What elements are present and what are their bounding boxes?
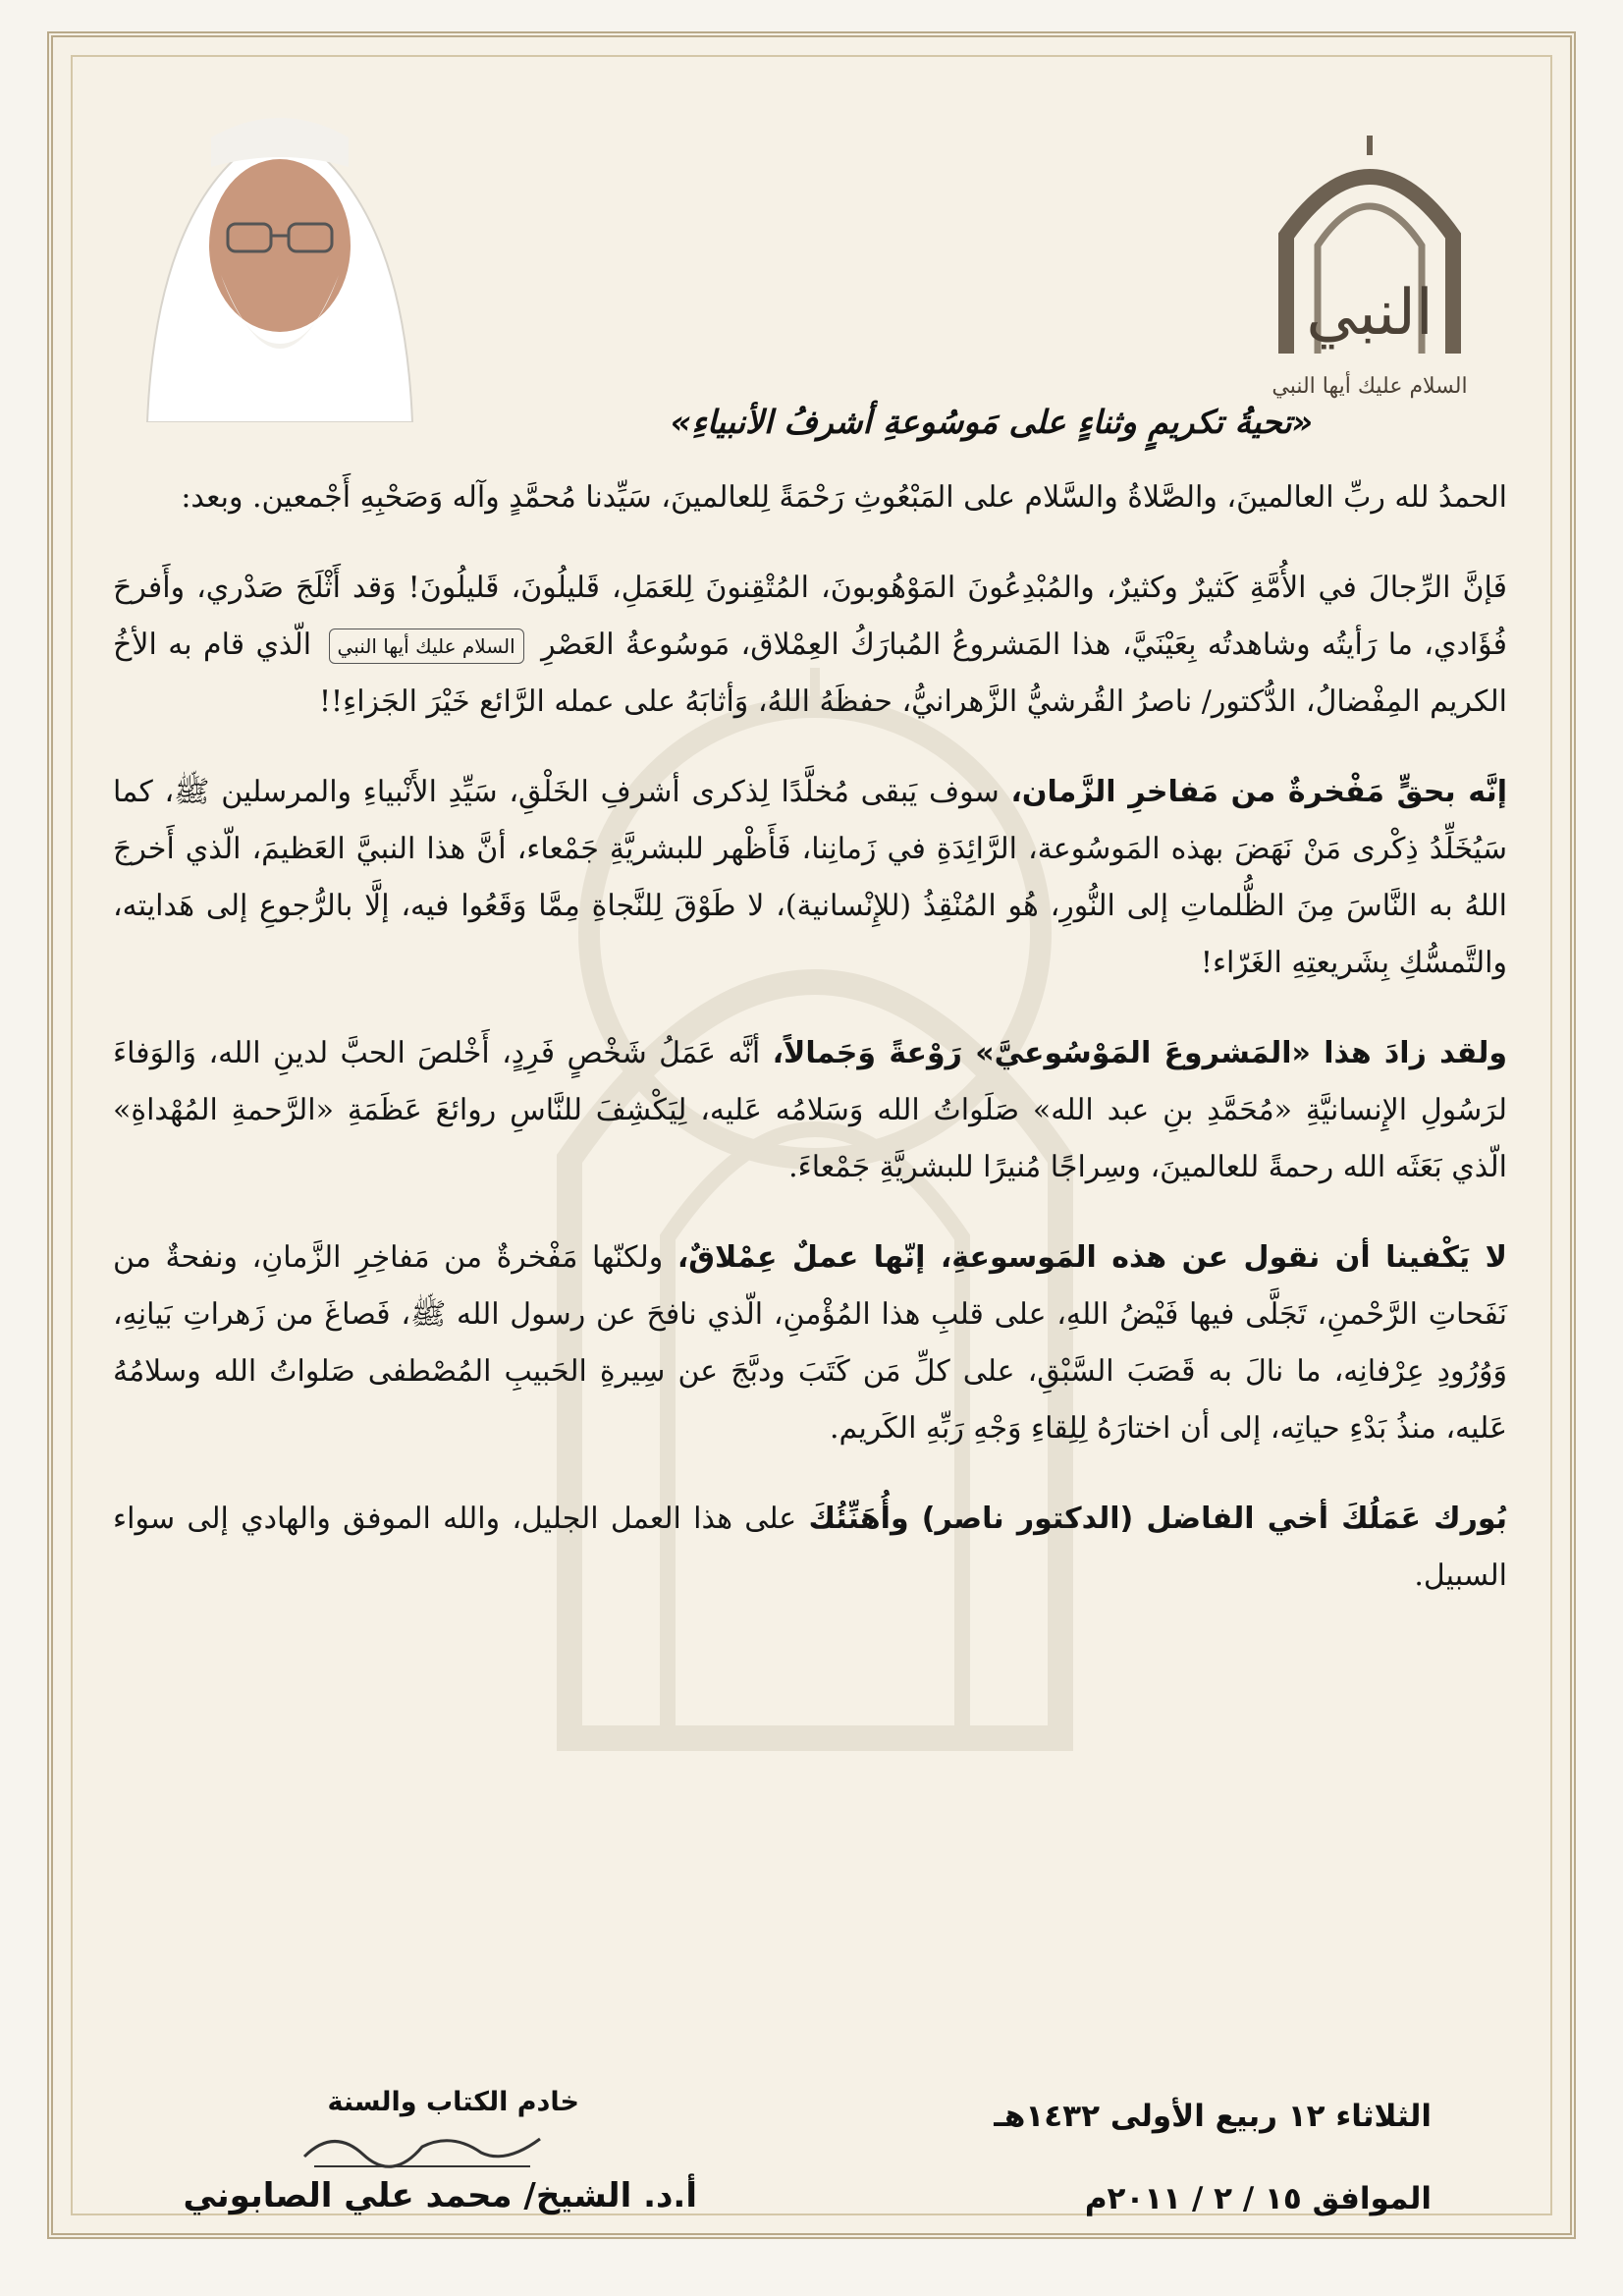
paragraph-lead: ولقد زادَ هذا «المَشروعَ المَوْسُوعيَّ» رَوْعةً وَجَمالاً، — [772, 1036, 1507, 1070]
signature-block — [147, 2087, 697, 2215]
paragraph-text: ولكنّها مَفْخرةٌ من مَفاخِرِ الزَّمانِ، ونفحةٌ من نَفَحاتِ الرَّحْمنِ، تَجَلَّى فيها فَيْضُ اللهِ، على قلبِ هذا المُؤْمنِ، الّذي نافحَ عن رسول الله ﷺ، فَصاغَ من زَهراتِ بَيانِهِ، وَوُرُودِ عِرْفانِه، ما نالَ به قَصَبَ السَّبْقِ، على كلِّ مَن كَتَبَ ودبَّجَ عن سِيرةِ الحَبيبِ المُصْطفى صَلواتُ الله وسلامُهُ عَليه، منذُ بَدْءِ حياتِه، إلى أن اختارَهُ لِلِقاءِ وَجْهِ رَبِّهِ الكَريم. — [113, 1240, 1507, 1446]
date-block — [994, 2097, 1432, 2262]
paragraph-opening — [113, 469, 1507, 526]
signer-name: أ.د. الشيخ/ محمد علي الصابوني — [183, 2176, 697, 2215]
paragraph-text: الّذي قام به الأخُ الكريم المِفْضالُ، الدُّكتور/ ناصرُ القُرشيُّ الزَّهرانيُّ، حفظَهُ اللهُ، وَأثابَهُ على عمله الرَّائع خَيْرَ الجَزاءِ!! — [113, 628, 1507, 719]
paragraph-lead: بُورك عَمَلُكَ أخي الفاضل (الدكتور ناصر) وأُهَنِّئُكَ — [808, 1502, 1507, 1536]
paragraph-text: سوف يَبقى مُخلَّدًا لِذكرى أشرفِ الخَلْقِ، سَيِّدِ الأَنْبياءِ والمرسلين ﷺ، كما سَيُخَلِّدُ ذِكْرى مَنْ نَهَضَ بهذه المَوسُوعة، الرَّائِدَةِ في زَمانِنا، فَأَظْهر للبشريَّةِ جَمْعاء، أنَّ هذا النبيَّ العَظيمَ، الّذي أَخرجَ اللهُ به النَّاسَ مِنَ الظُّلماتِ إلى النُّورِ، هُو المُنْقِذُ (للإِنْسانية)، لا طَوْقَ لِلنَّجاةِ مِمَّا وَقَعُوا فيه، إلَّا بالرُّجوعِ إلى هَدايته، والتَّمسُّكِ بِشَريعتِهِ الغَرّاء! — [113, 775, 1507, 980]
portrait-photo — [118, 98, 442, 422]
paragraph-lead: لا يَكْفينا أن نقول عن هذه المَوسوعةِ، إنّها عملٌ عِمْلاقٌ، — [676, 1240, 1507, 1275]
paragraph-text: فَإنَّ الرِّجالَ في الأُمَّةِ كَثيرٌ وكثيرٌ، والمُبْدِعُونَ المَوْهُوبونَ، المُتْقِنونَ لِلعَمَلِ، قَليلُونَ، قَليلُونَ! وَقد أَثْلَجَ صَدْري، وأَفرحَ فُؤَادي، ما رَأيتُه وشاهدتُه بِعَيْنَيَّ، هذا المَشروعُ المُبارَكُ العِمْلاق، مَوسُوعةُ العَصْرِ — [113, 571, 1507, 662]
portrait-icon — [118, 98, 442, 422]
emblem-word: النبي — [1306, 277, 1434, 350]
dome-arch-icon — [1247, 128, 1492, 422]
paragraph-lead: إنَّه بحقٍّ مَفْخرةٌ من مَفاخرِ الزَّمان، — [1010, 775, 1507, 809]
paragraph-pride — [113, 764, 1507, 992]
signer-role: خادم الكتاب والسنة — [327, 2087, 579, 2117]
handwritten-signature — [147, 2117, 697, 2176]
emblem-logo — [1247, 128, 1492, 422]
hijri-date: الثلاثاء ١٢ ربيع الأولى ١٤٣٢هـ — [994, 2099, 1432, 2134]
paragraph-text: أنَّه عَمَلُ شَخْصٍ فَرِدٍ، أَخْلصَ الحبَّ لدينِ الله، وَالوَفاءَ لرَسُولِ الإِنسانيَّةِ «مُحَمَّدِ بنِ عبد الله» صَلَواتُ الله وَسَلامُه عَليه، لِيَكْشِفَ للنَّاسِ روائعَ عَظَمَةِ «الرَّحمةِ المُهْداةِ» الّذي بَعَثَه الله رحمةً للعالمينَ، وسِراجًا مُنيرًا للبشريَّةِ جَمْعاءَ. — [113, 1036, 1507, 1184]
paragraph-text: الحمدُ لله ربِّ العالمينَ، والصَّلاةُ والسَّلام على المَبْعُوثِ رَحْمَةً لِلعالمينَ، سَيِّدنا مُحمَّدٍ وآله وَصَحْبِهِ أَجْمعين. وبعد: — [181, 480, 1507, 515]
paragraph-blessing — [113, 1491, 1507, 1605]
document-title: «تحيةُ تكريمٍ وثناءٍ على مَوسُوعةِ أشرفُ الأنبياءِ» — [670, 403, 1314, 441]
paragraph-text: على هذا العمل الجليل، والله الموفق والهادي إلى سواء السبيل. — [113, 1502, 1507, 1593]
salutation-badge: السلام عليك أيها النبي — [329, 629, 524, 664]
paragraph-praise — [113, 560, 1507, 731]
letter-body — [113, 469, 1507, 1638]
paragraph-beauty — [113, 1025, 1507, 1196]
signature-icon — [295, 2117, 550, 2176]
emblem-caption: السلام عليك أيها النبي — [1271, 374, 1468, 399]
paragraph-giant-work — [113, 1230, 1507, 1457]
gregorian-date: الموافق ١٥ / ٢ / ٢٠١١م — [1084, 2181, 1432, 2216]
